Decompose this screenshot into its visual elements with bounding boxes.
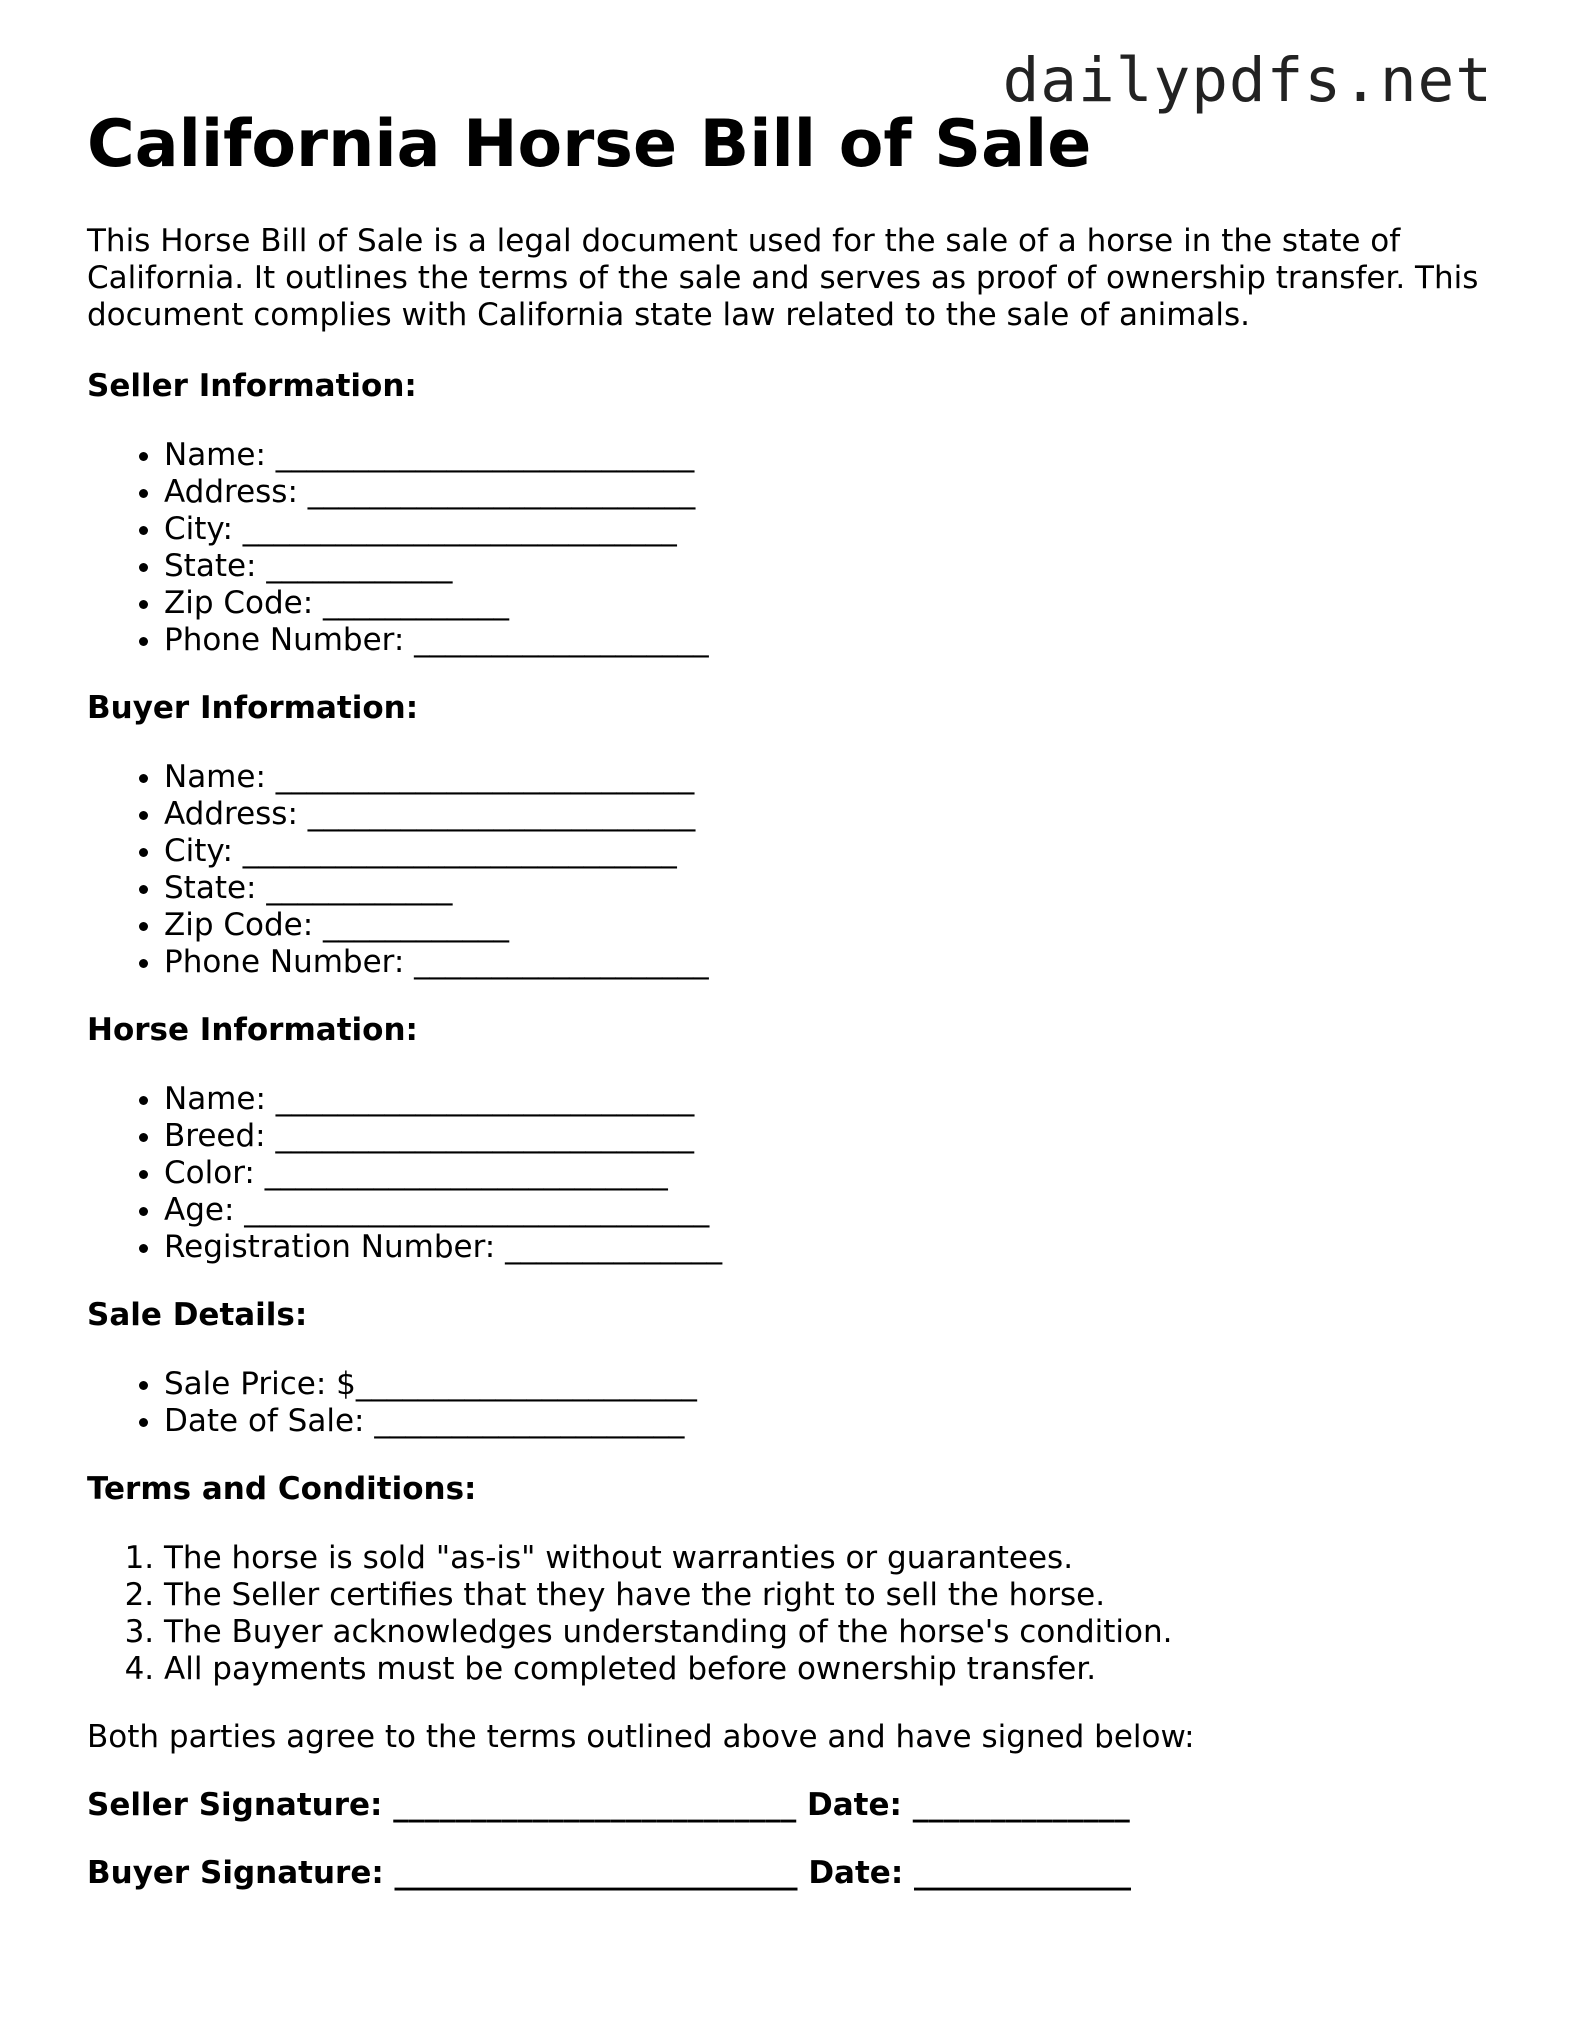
buyer-city-field: • City: ____________________________ [164,833,1497,870]
seller-heading: Seller Information: [87,367,417,404]
sale-price-field: • Sale Price: $______________________ [164,1366,1497,1403]
buyer-heading: Buyer Information: [87,689,419,726]
terms-heading: Terms and Conditions: [87,1470,477,1507]
horse-registration-field: • Registration Number: ______________ [164,1229,1497,1266]
seller-name-field: • Name: ___________________________ [164,437,1497,474]
buyer-fields [87,759,1497,981]
watermark: dailypdfs.net [1002,45,1493,116]
seller-fields [87,437,1497,659]
term-item: 2. The Seller certifies that they have the right to sell the horse. [164,1577,1497,1614]
seller-signature-line: Seller Signature: __________________________ Date: ______________ [87,1786,1130,1823]
document [87,108,1497,1923]
seller-zip-field: • Zip Code: ____________ [164,585,1497,622]
horse-color-field: • Color: __________________________ [164,1155,1497,1192]
term-item: 1. The horse is sold "as-is" without warranties or guarantees. [164,1540,1497,1577]
seller-city-field: • City: ____________________________ [164,511,1497,548]
page-title: California Horse Bill of Sale [87,107,1092,182]
buyer-zip-field: • Zip Code: ____________ [164,907,1497,944]
sale-date-field: • Date of Sale: ____________________ [164,1403,1497,1440]
buyer-phone-field: • Phone Number: ___________________ [164,944,1497,981]
horse-fields [87,1081,1497,1266]
seller-address-field: • Address: _________________________ [164,474,1497,511]
buyer-address-field: • Address: _________________________ [164,796,1497,833]
agreement-statement: Both parties agree to the terms outlined above and have signed below: [87,1718,1195,1755]
seller-phone-field: • Phone Number: ___________________ [164,622,1497,659]
terms-list [87,1540,1497,1688]
horse-heading: Horse Information: [87,1011,418,1048]
horse-breed-field: • Breed: ___________________________ [164,1118,1497,1155]
buyer-signature-line: Buyer Signature: __________________________ Date: ______________ [87,1854,1132,1891]
buyer-state-field: • State: ____________ [164,870,1497,907]
term-item: 4. All payments must be completed before ownership transfer. [164,1651,1497,1688]
term-item: 3. The Buyer acknowledges understanding of the horse's condition. [164,1614,1497,1651]
sale-fields [87,1366,1497,1440]
horse-name-field: • Name: ___________________________ [164,1081,1497,1118]
buyer-name-field: • Name: ___________________________ [164,759,1497,796]
seller-state-field: • State: ____________ [164,548,1497,585]
sale-heading: Sale Details: [87,1296,308,1333]
intro-paragraph: This Horse Bill of Sale is a legal document used for the sale of a horse in the state of California. It outlines the terms of the sale and serves as proof of ownership transfer. This document complies with California state law related to the sale of animals. [87,222,1479,333]
horse-age-field: • Age: ______________________________ [164,1192,1497,1229]
